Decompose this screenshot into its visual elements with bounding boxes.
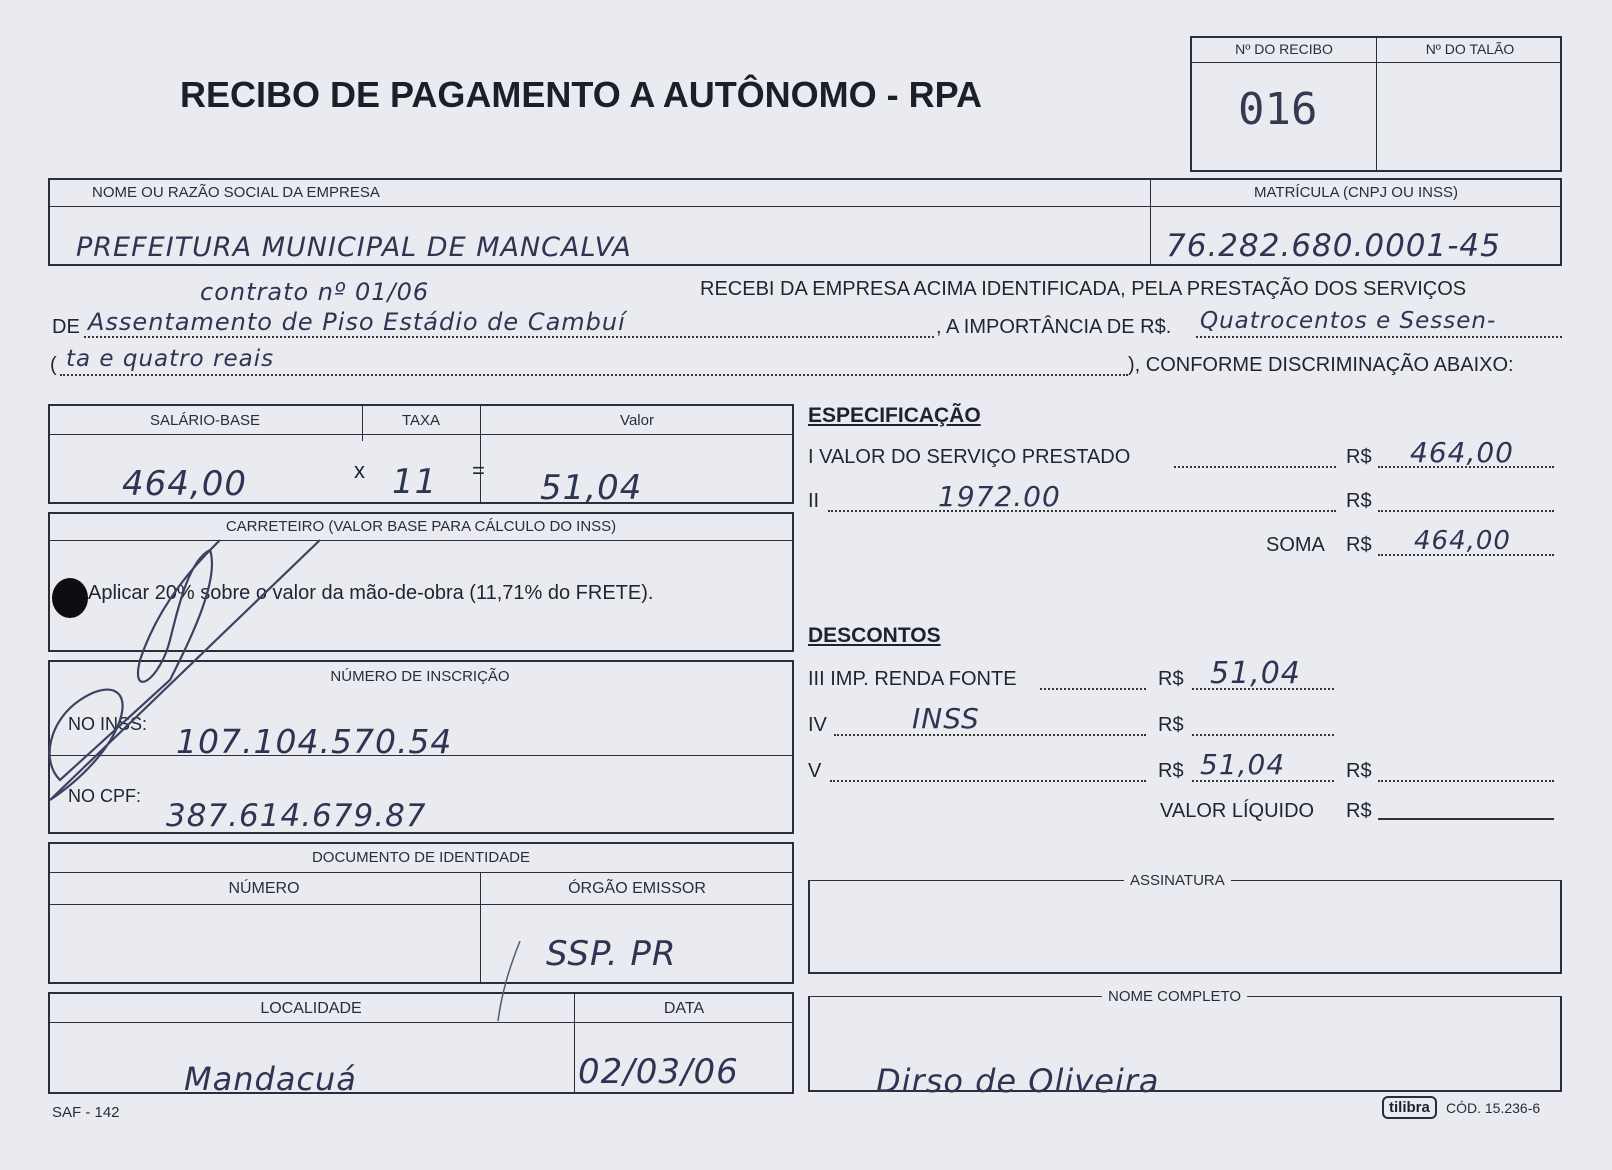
amount-words-1[interactable]: Quatrocentos e Sessen- xyxy=(1200,308,1497,334)
numero-label: NÚMERO xyxy=(228,880,300,897)
conforme-label: ), CONFORME DISCRIMINAÇÃO ABAIXO: xyxy=(1128,354,1514,376)
amount-words-2[interactable]: ta e quatro reais xyxy=(66,346,275,372)
soma-label: SOMA xyxy=(1266,534,1325,556)
carreteiro-label: CARRETEIRO (VALOR BASE PARA CÁLCULO DO INSS) xyxy=(225,518,617,535)
item1-value[interactable]: 464,00 xyxy=(1410,436,1514,469)
localidade-label: LOCALIDADE xyxy=(260,1000,362,1017)
orgao-label: ÓRGÃO EMISSOR xyxy=(568,880,706,897)
cpf-label: NO CPF: xyxy=(68,786,142,806)
form-code: SAF - 142 xyxy=(52,1104,120,1121)
inss-label: NO INSS: xyxy=(68,714,148,734)
item1-currency: R$ xyxy=(1346,446,1372,468)
taxa-value[interactable]: 11 xyxy=(392,462,438,502)
soma-currency: R$ xyxy=(1346,534,1372,556)
form-title: RECIBO DE PAGAMENTO A AUTÔNOMO - RPA xyxy=(180,74,983,115)
company-name-label: NOME OU RAZÃO SOCIAL DA EMPRESA xyxy=(92,184,380,201)
assinatura-legend: ASSINATURA xyxy=(1124,872,1231,889)
item5-right-currency: R$ xyxy=(1346,760,1372,782)
data-label: DATA xyxy=(663,1000,705,1017)
company-name-value[interactable]: PREFEITURA MUNICIPAL DE MANCALVA xyxy=(76,232,632,263)
contract-note: contrato nº 01/06 xyxy=(200,278,430,306)
nome-completo-value[interactable]: Dirso de Oliveira xyxy=(876,1062,1160,1100)
soma-value[interactable]: 464,00 xyxy=(1414,526,1511,556)
times-sign: x xyxy=(354,458,365,483)
equals-sign: = xyxy=(472,458,485,483)
valor-label: Valor xyxy=(620,412,654,429)
recibo-number-label: Nº DO RECIBO xyxy=(1235,41,1333,57)
item3-value[interactable]: 51,04 xyxy=(1210,656,1301,691)
item2-note[interactable]: 1972.00 xyxy=(938,480,1061,513)
identidade-label: DOCUMENTO DE IDENTIDADE xyxy=(311,849,531,866)
liquido-underline xyxy=(1378,818,1554,820)
item1-label: I VALOR DO SERVIÇO PRESTADO xyxy=(808,446,1131,468)
item2-label: II xyxy=(808,490,820,512)
descontos-heading: DESCONTOS xyxy=(808,624,941,647)
item4-note[interactable]: INSS xyxy=(912,702,980,735)
assinatura-box xyxy=(808,880,1562,974)
item3-label: III IMP. RENDA FONTE xyxy=(808,668,1017,690)
talao-number-label: Nº DO TALÃO xyxy=(1425,41,1515,57)
item5-currency: R$ xyxy=(1158,760,1184,782)
orgao-value[interactable]: SSP. PR xyxy=(546,934,677,974)
matricula-value[interactable]: 76.282.680.0001-45 xyxy=(1166,228,1501,264)
de-label: DE xyxy=(52,316,80,338)
receipt-line-1: RECEBI DA EMPRESA ACIMA IDENTIFICADA, PELA PRESTAÇÃO DOS SERVIÇOS xyxy=(700,278,1467,300)
form-cod: CÓD. 15.236-6 xyxy=(1446,1100,1541,1116)
item2-currency: R$ xyxy=(1346,490,1372,512)
assinatura-label xyxy=(1124,872,1231,889)
carreteiro-text: Aplicar 20% sobre o valor da mão-de-obra (11,71% do FRETE). xyxy=(88,582,654,604)
localidade-value[interactable]: Mandacuá xyxy=(184,1060,357,1098)
valor-value[interactable]: 51,04 xyxy=(540,468,643,508)
especificacao-heading: ESPECIFICAÇÃO xyxy=(808,404,981,427)
inss-value[interactable]: 107.104.570.54 xyxy=(176,722,453,761)
item3-currency: R$ xyxy=(1158,668,1184,690)
inscricao-label: NÚMERO DE INSCRIÇÃO xyxy=(330,668,510,685)
paren-open: ( xyxy=(50,354,57,376)
salario-value[interactable]: 464,00 xyxy=(122,464,247,504)
item4-label: IV xyxy=(808,714,827,736)
recibo-number-value[interactable]: 016 xyxy=(1238,84,1318,135)
brand-logo: tilibra xyxy=(1382,1096,1437,1119)
importancia-label: , A IMPORTÂNCIA DE R$. xyxy=(936,316,1172,338)
cpf-value[interactable]: 387.614.679.87 xyxy=(166,798,427,834)
liquido-label: VALOR LÍQUIDO xyxy=(1160,800,1315,822)
taxa-label: TAXA xyxy=(401,412,441,429)
service-description[interactable]: Assentamento de Piso Estádio de Cambuí xyxy=(88,308,626,336)
item4-currency: R$ xyxy=(1158,714,1184,736)
nome-completo-label xyxy=(1102,988,1247,1005)
item5-label: V xyxy=(808,760,822,782)
signature-scribble xyxy=(20,520,340,810)
item5-value[interactable]: 51,04 xyxy=(1200,748,1286,781)
nome-completo-legend: NOME COMPLETO xyxy=(1102,988,1247,1005)
matricula-label: MATRÍCULA (CNPJ OU INSS) xyxy=(1254,184,1458,201)
salario-label: SALÁRIO-BASE xyxy=(149,412,261,429)
scan-mark-1 xyxy=(480,936,540,1026)
data-value[interactable]: 02/03/06 xyxy=(578,1052,739,1092)
liquido-currency: R$ xyxy=(1346,800,1372,822)
